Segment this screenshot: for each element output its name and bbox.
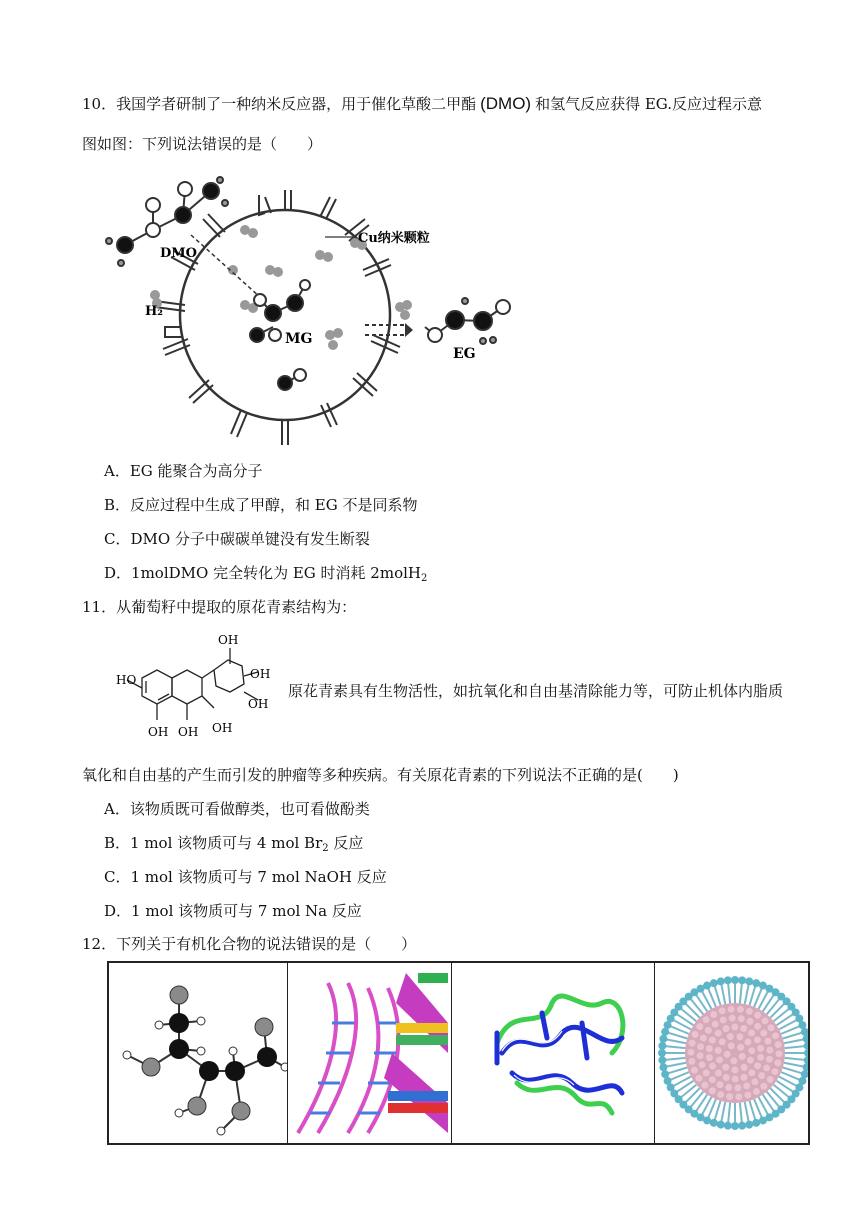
q12-text: 下列关于有机化合物的说法错误的是（ ） [116, 935, 417, 953]
q12-image-grid [107, 961, 810, 1145]
label-h2: H₂ [145, 304, 163, 319]
dna-double-helix-image [288, 963, 452, 1143]
q11-option-a: A．该物质既可看做醇类，也可看做酚类 [104, 800, 370, 818]
q11-option-b-text: B．1 mol 该物质可与 4 mol Br [104, 834, 323, 852]
oh-label-6: OH [148, 725, 169, 739]
q11-text: 从葡萄籽中提取的原花青素结构为： [116, 598, 357, 616]
oh-label-4: HO [116, 673, 137, 687]
oh-label-1: OH [218, 633, 239, 647]
q11-option-b-suffix: 反应 [328, 834, 364, 852]
q10-option-d [104, 562, 427, 584]
q11-line2: 氧化和自由基的产生而引发的肿瘤等多种疾病。有关原花青素的下列说法不正确的是( ) [82, 766, 679, 784]
nano-reactor-diagram [95, 175, 535, 450]
oh-label-5: OH [212, 721, 233, 735]
label-mg: MG [285, 331, 313, 347]
q10-text-b: 和氢气反应获得 EG.反应过程示意 [535, 95, 763, 113]
methanol-molecule [278, 369, 306, 390]
oh-label-3: OH [248, 697, 269, 711]
cell-dna [288, 963, 452, 1143]
q10-option-d-text: D．1molDMO 完全转化为 EG 时消耗 2molH [104, 564, 421, 582]
q11-option-c: C．1 mol 该物质可与 7 mol NaOH 反应 [104, 868, 387, 886]
q10-number: 10． [82, 95, 117, 113]
q10-line1 [82, 93, 762, 115]
exit-tube [365, 325, 405, 335]
procyanidin-structure [112, 628, 282, 756]
oh-label-7: OH [178, 725, 199, 739]
q11-option-b [104, 832, 363, 854]
q10-option-a: A．EG 能聚合为高分子 [104, 462, 263, 480]
arrow-out-icon [405, 323, 413, 337]
protein-ribbon-image [452, 963, 655, 1143]
q11-option-d: D．1 mol 该物质可与 7 mol Na 反应 [104, 902, 362, 920]
micelle-image [655, 963, 808, 1143]
q10-text-a: 我国学者研制了一种纳米反应器，用于催化草酸二甲酯 [116, 95, 477, 113]
oh-label-2: OH [250, 667, 271, 681]
eg-molecule [425, 298, 510, 344]
q10-option-c: C．DMO 分子中碳碳单键没有发生断裂 [104, 530, 370, 548]
label-dmo: DMO [160, 246, 197, 261]
cell-ball-stick [109, 963, 288, 1143]
cell-micelle [655, 963, 808, 1143]
q11-number: 11． [82, 598, 117, 616]
q10-line2: 图如图：下列说法错误的是（ ） [82, 135, 323, 153]
label-eg: EG [453, 346, 476, 362]
q11-side-text: 原花青素具有生物活性，如抗氧化和自由基清除能力等，可防止机体内脂质 [288, 682, 784, 700]
q11-line1 [82, 596, 356, 618]
label-cu: Cu纳米颗粒 [358, 231, 430, 246]
cell-protein [452, 963, 655, 1143]
q12-line1 [82, 933, 416, 955]
q11-option-b-sub: 2 [322, 843, 329, 854]
q10-option-d-sub: 2 [421, 573, 428, 584]
q10-option-b: B．反应过程中生成了甲醇，和 EG 不是同系物 [104, 496, 418, 514]
ball-stick-molecule-image [109, 963, 288, 1143]
q10-dmo: (DMO) [480, 94, 532, 113]
arrow-dmo-in [191, 235, 260, 297]
q12-number: 12． [82, 935, 117, 953]
